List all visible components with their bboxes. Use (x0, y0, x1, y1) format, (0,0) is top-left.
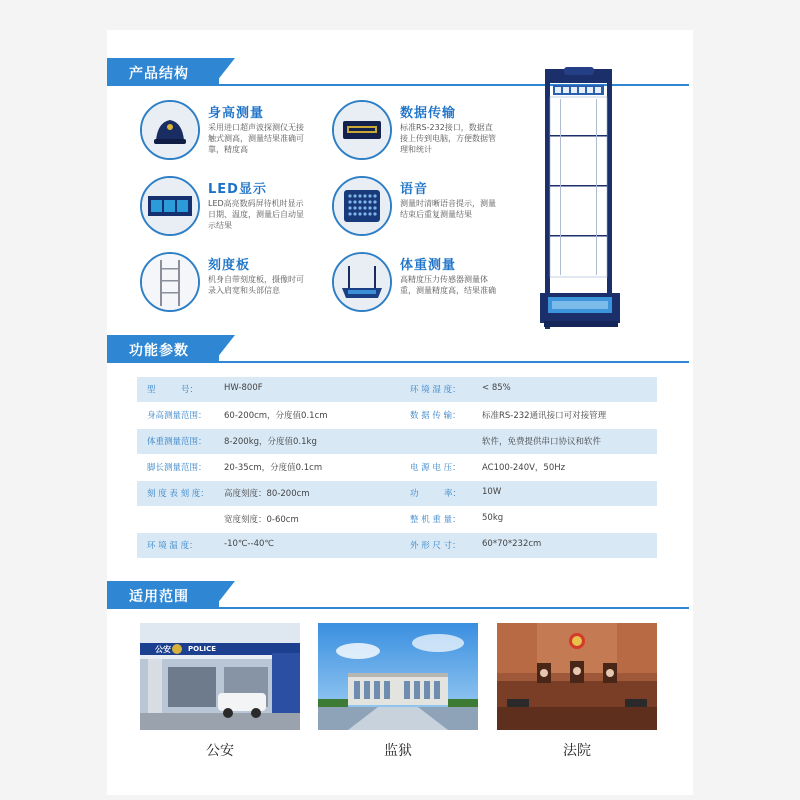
param-label: 脚长测量范围： (147, 463, 207, 473)
params-row (137, 429, 657, 454)
param-value: 50kg (482, 513, 504, 523)
header-tail (213, 581, 235, 609)
section-header-params (107, 335, 233, 363)
param-value: 20-35cm，分度值0.1cm (224, 463, 323, 473)
photo-courtroom (497, 623, 657, 730)
param-value: 60-200cm，分度值0.1cm (224, 411, 328, 421)
data-port-icon (332, 100, 392, 160)
feature-height (140, 100, 340, 162)
caption-police: 公安 (206, 743, 234, 759)
feature-voice (332, 176, 532, 238)
feature-title: 身高测量 (208, 106, 265, 121)
params-row (137, 533, 657, 558)
feature-data (332, 100, 532, 162)
param-value: < 85% (482, 383, 511, 393)
ultrasonic-sensor-icon (140, 100, 200, 160)
section-header-scope (107, 581, 233, 609)
height-weight-machine-illustration (540, 65, 625, 330)
section-title: 功能参数 (129, 343, 189, 359)
feature-weight (332, 252, 532, 314)
police-sign-text-en: POLICE (188, 645, 217, 653)
section-title: 适用范围 (129, 589, 189, 605)
param-value: AC100-240V，50Hz (482, 463, 566, 473)
param-label: 环 境 温 度： (147, 541, 198, 551)
header-rule (219, 361, 689, 363)
feature-scale-board (140, 252, 340, 314)
param-label: 身高测量范围： (147, 411, 207, 421)
weight-platform-icon (332, 252, 392, 312)
param-label: 体重测量范围： (147, 437, 207, 447)
param-label: 外 形 尺 寸： (410, 541, 461, 551)
police-sign-text: 公安 (155, 645, 171, 654)
caption-court: 法院 (563, 743, 591, 759)
feature-title: 体重测量 (400, 258, 457, 273)
feature-title: LED显示 (208, 182, 267, 197)
param-label: 整 机 重 量： (410, 515, 461, 525)
params-row (137, 455, 657, 480)
param-value: -10℃--40℃ (224, 539, 274, 549)
feature-desc: 测量时清晰语音提示，测量结束后重复测量结果 (400, 199, 496, 219)
param-label: 功 率： (410, 489, 462, 499)
feature-desc: 机身自带刻度板，摄像时可录入肩宽和头部信息 (208, 275, 304, 295)
section-header-structure (107, 58, 233, 86)
params-row (137, 507, 657, 532)
param-label: 型 号： (147, 385, 199, 395)
param-label: 电 源 电 压： (410, 463, 461, 473)
param-value: 8-200kg，分度值0.1kg (224, 437, 317, 447)
feature-led (140, 176, 340, 238)
feature-title: 数据传输 (400, 106, 457, 121)
feature-desc: LED高亮数码屏待机时显示日期、温度，测量后自动显示结果 (208, 199, 304, 230)
header-tail (213, 58, 235, 86)
params-row (137, 403, 657, 428)
param-value: 60*70*232cm (482, 539, 542, 549)
caption-prison: 监狱 (384, 743, 412, 759)
params-row (137, 377, 657, 402)
param-label: 环 境 湿 度： (410, 385, 461, 395)
param-value: 软件，免费提供串口协议和软件 (482, 437, 602, 447)
photo-police-station (140, 623, 300, 730)
feature-desc: 高精度压力传感器测量体重，测量精度高，结果准确 (400, 275, 496, 295)
photo-prison (318, 623, 478, 730)
params-row (137, 481, 657, 506)
feature-desc: 采用进口超声波探测仪无接触式测高，测量结果准确可靠，精度高 (208, 123, 304, 154)
param-value: 高度刻度：80-200cm (224, 489, 310, 499)
feature-title: 语音 (400, 182, 429, 197)
section-title: 产品结构 (129, 66, 189, 82)
scale-board-icon (140, 252, 200, 312)
param-value: 标准RS-232通讯接口可对接管理 (482, 411, 607, 421)
header-rule (219, 607, 689, 609)
param-label: 数 据 传 输： (410, 411, 461, 421)
feature-title: 刻度板 (208, 258, 251, 273)
param-value: 宽度刻度：0-60cm (224, 515, 299, 525)
led-display-icon (140, 176, 200, 236)
feature-desc: 标准RS-232接口，数据直接上传到电脑，方便数据管理和统计 (400, 123, 496, 154)
param-value: HW-800F (224, 383, 263, 393)
speaker-icon (332, 176, 392, 236)
param-value: 10W (482, 487, 502, 497)
header-tail (213, 335, 235, 363)
param-label: 刻 度 表 刻 度： (147, 489, 209, 499)
